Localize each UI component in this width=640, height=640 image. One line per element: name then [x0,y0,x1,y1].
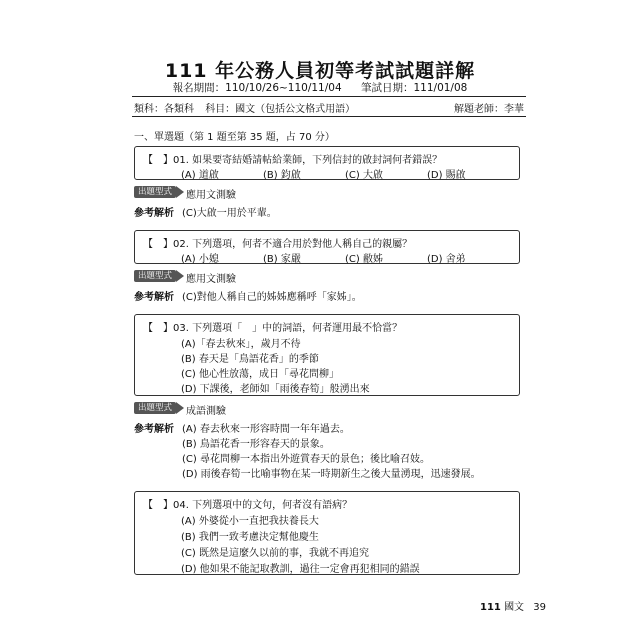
option-c: (C) 他心性放蕩，成日「尋花問柳」 [181,369,339,380]
question-type-tag: 出題型式 [134,270,176,282]
answer-label: 參考解析 [134,208,174,219]
option-a: (A) 道啟 [181,170,219,181]
page-footer [480,598,546,613]
option-c: (C) 大啟 [345,170,383,181]
question-type: 成語測驗 [186,406,226,417]
answer-line: (C)對他人稱自己的姊姊應稱呼「家姊」。 [182,292,362,303]
answer-label: 參考解析 [134,292,174,303]
answer-line: (C) 尋花問柳一本指出外遊賞春天的景色；後比喻召妓。 [182,454,430,465]
footer-subject: 國文 [504,602,525,613]
meta-row [134,100,524,115]
divider [132,96,526,97]
option-d: (D) 舍弟 [427,254,466,265]
divider [132,116,526,117]
answer-label: 參考解析 [134,424,174,435]
question-type-tag: 出題型式 [134,402,176,414]
option-d: (D) 下課後，老師如「雨後春筍」般湧出來 [181,384,370,395]
registration-period: 報名期間：110/10/26~110/11/04 [172,82,342,94]
question-type-tag: 出題型式 [134,186,176,198]
option-c: (C) 敝姊 [345,254,383,265]
answer-line: (C)大啟一用於平輩。 [182,208,277,219]
question-box-04 [134,491,520,575]
question-type: 應用文測驗 [186,274,236,285]
option-b: (B) 鈞啟 [263,170,301,181]
section-heading: 一、單選題（第 1 題至第 35 題，占 70 分） [134,132,335,143]
option-a: (A) 外婆從小一直把我扶養長大 [181,516,319,527]
answer-line: (A) 春去秋來一形容時間一年年過去。 [182,424,350,435]
exam-dates [0,80,640,95]
question-prompt: 【 】03. 下列選項「 」中的詞語，何者運用最不恰當？ [143,323,403,334]
question-box-03 [134,314,520,396]
answer-line: (B) 鳥語花香一形容春天的景象。 [182,439,330,450]
teacher: 解題老師：李華 [454,104,524,115]
footer-series: 111 [480,602,501,613]
question-type: 應用文測驗 [186,190,236,201]
option-a: (A) 小媳 [181,254,219,265]
question-prompt: 【 】01. 如果要寄結婚請帖給業師，下列信封的啟封詞何者錯誤？ [143,155,443,166]
page-number: 39 [533,602,546,613]
option-d: (D) 他如果不能記取教訓，過往一定會再犯相同的錯誤 [181,564,420,575]
question-prompt: 【 】02. 下列選項，何者不適合用於對他人稱自己的親屬？ [143,239,413,250]
option-d: (D) 賜啟 [427,170,466,181]
page-title: 111 年公務人員初等考試試題詳解 [164,60,476,82]
option-a: (A)「春去秋來」，歲月不待 [181,339,301,350]
option-b: (B) 春天是「鳥語花香」的季節 [181,354,319,365]
option-b: (B) 我們一致考慮決定幫他慶生 [181,532,319,543]
question-box-01 [134,146,520,180]
exam-date: 筆試日期：111/01/08 [360,82,468,94]
question-prompt: 【 】04. 下列選項中的文句，何者沒有語病？ [143,500,353,511]
option-c: (C) 既然是這麼久以前的事，我就不再追究 [181,548,369,559]
option-b: (B) 家嚴 [263,254,301,265]
subject: 科目：國文（包括公文格式用語） [205,104,356,115]
question-box-02 [134,230,520,264]
answer-line: (D) 雨後春筍一比喻事物在某一時期新生之後大量湧現，迅速發展。 [182,469,481,480]
category: 類科：各類科 [134,104,194,115]
